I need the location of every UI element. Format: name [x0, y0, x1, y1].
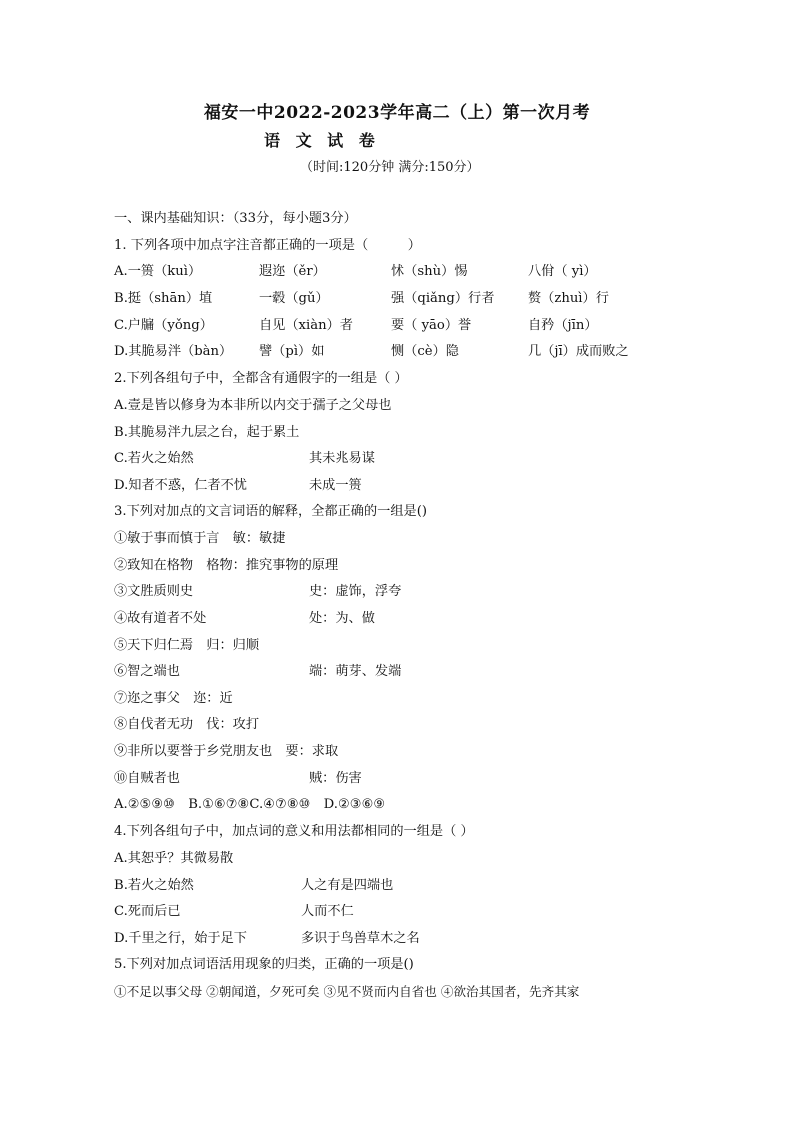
q1-cell: 怵（shù）惕	[391, 264, 468, 279]
q2-option-text: C.若火之始然	[114, 451, 194, 466]
question-5-stem: 5.下列对加点词语活用现象的归类，正确的一项是()	[114, 957, 414, 972]
q1-cell: 强（qiǎng）行者	[391, 291, 495, 306]
question-4-stem: 4.下列各组句子中，加点词的意义和用法都相同的一组是（ ）	[114, 824, 474, 839]
q4-option-text: B.若火之始然	[114, 878, 194, 893]
q1-cell: 自矜（jīn）	[528, 318, 598, 333]
q2-option-text: 未成一篑	[309, 478, 362, 493]
q4-option-text: 人之有是四端也	[301, 878, 394, 893]
q4-option-text: D.千里之行，始于足下	[114, 931, 247, 946]
q1-cell: 几（jī）成而败之	[528, 344, 629, 359]
q3-item-text: ①敏于事而慎于言 敏：敏捷	[114, 531, 286, 546]
q5-items-line: ①不足以事父母 ②朝闻道，夕死可矣 ③见不贤而内自省也 ④欲治其国者，先齐其家	[114, 984, 580, 999]
q3-item-gloss: 贼：伤害	[309, 771, 362, 786]
q3-item-text: ⑤天下归仁焉 归：归顺	[114, 638, 260, 653]
q3-item-text: ⑥智之端也	[114, 664, 180, 679]
exam-title: 福安一中2022-2023学年高二（上）第一次月考	[203, 103, 591, 123]
q3-item-gloss: 史：虚饰，浮夸	[309, 584, 402, 599]
q3-item-text: ④故有道者不处	[114, 611, 207, 626]
q3-item-text: ⑧自伐者无功 伐：攻打	[114, 717, 260, 732]
q3-item-text: ⑨非所以要誉于乡党朋友也 要：求取	[114, 744, 339, 759]
q4-option-text: 人而不仁	[301, 904, 354, 919]
q3-item-gloss: 处：为、做	[309, 611, 375, 626]
q1-cell: D.其脆易泮（bàn）	[114, 344, 233, 359]
q1-cell: 一毂（gǔ）	[259, 291, 329, 306]
q3-item-text: ⑩自贼者也	[114, 771, 180, 786]
q1-cell: 恻（cè）隐	[391, 344, 459, 359]
q1-cell: 自见（xiàn）者	[259, 318, 353, 333]
q2-option-text: B.其脆易泮九层之台，起于累土	[114, 425, 300, 440]
q1-cell: 遐迩（ěr）	[259, 264, 326, 279]
exam-info: （时间:120分钟 满分:150分）	[300, 160, 480, 175]
q1-cell: 譬（pì）如	[259, 344, 325, 359]
question-2-stem: 2.下列各组句子中，全都含有通假字的一组是（ ）	[114, 371, 408, 386]
q2-option-text: A.壹是皆以修身为本非所以内交于孺子之父母也	[114, 398, 392, 413]
q2-option-text: D.知者不惑，仁者不忧	[114, 478, 247, 493]
q3-item-text: ③文胜质则史	[114, 584, 194, 599]
q1-cell: 要（ yāo）誉	[391, 318, 472, 333]
q1-cell: 八佾（ yì）	[528, 264, 597, 279]
question-1-stem: 1. 下列各项中加点字注音都正确的一项是（ ）	[114, 238, 421, 253]
q1-cell: B.挺（shān）埴	[114, 291, 213, 306]
q4-option-text: 多识于鸟兽草木之名	[301, 931, 420, 946]
exam-subtitle: 语 文 试 卷	[264, 131, 380, 150]
q2-option-text: 其未兆易谋	[309, 451, 375, 466]
question-3-stem: 3.下列对加点的文言词语的解释，全都正确的一组是()	[114, 504, 427, 519]
q3-item-text: ②致知在格物 格物：推究事物的原理	[114, 558, 339, 573]
section-heading: 一、课内基础知识：（33分，每小题3分）	[114, 211, 357, 226]
q3-item-text: ⑦迩之事父 迩：近	[114, 691, 233, 706]
q1-cell: C.户牖（yǒng）	[114, 318, 213, 333]
q3-item-gloss: 端：萌芽、发端	[309, 664, 402, 679]
q4-option-text: A.其恕乎？其微易散	[114, 851, 234, 866]
q4-option-text: C.死而后已	[114, 904, 181, 919]
q3-answer-options: A.②⑤⑨⑩ B.①⑥⑦⑧C.④⑦⑧⑩ D.②③⑥⑨	[114, 797, 386, 812]
q1-cell: A.一篑（kuì）	[114, 264, 202, 279]
q1-cell: 赘（zhuì）行	[528, 291, 609, 306]
